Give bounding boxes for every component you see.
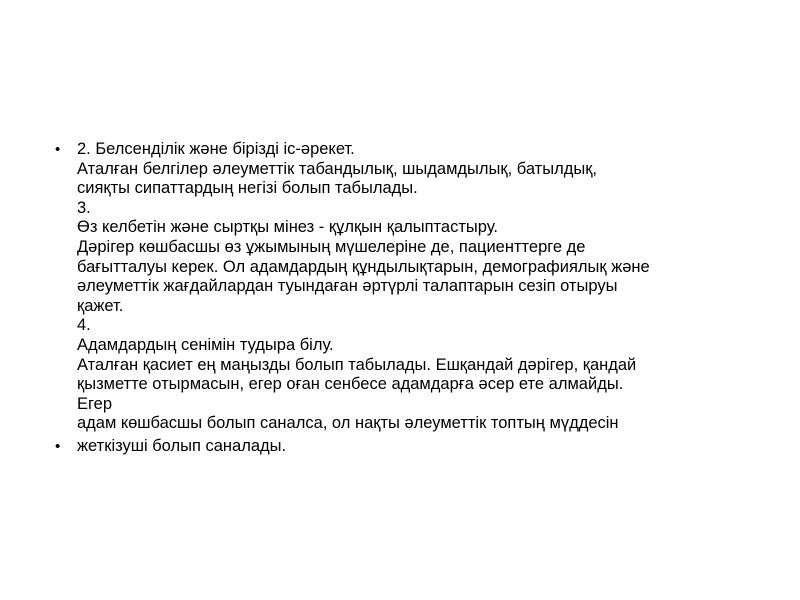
text-line: Егер <box>77 394 113 413</box>
bullet-list <box>55 140 755 460</box>
text-line: Өз келбетін және сыртқы мінез - құлқын қалыптастыру. <box>77 218 498 237</box>
text-line: сияқты сипаттардың негізі болып табылады. <box>77 179 418 198</box>
bullet-marker: • <box>55 437 61 455</box>
text-line: адам көшбасшы болып саналса, ол нақты әлеуметтік топтың мүддесін <box>77 414 619 433</box>
text-line: 4. <box>77 316 91 335</box>
bullet-marker: • <box>55 141 61 158</box>
text-line: Аталған қасиет ең маңызды болып табылады. Ешқандай дәрігер, қандай <box>77 355 637 374</box>
text-line: қажет. <box>77 296 124 315</box>
text-line: әлеуметтік жағдайлардан туындаған әртүрлі талаптарын сезіп отыруы <box>77 277 618 296</box>
text-line: Дәрігер көшбасшы өз ұжымының мүшелеріне де, пациенттерге де <box>77 237 586 256</box>
text-line: 2. Белсенділік және бірізді іс-әрекет. <box>77 140 355 158</box>
bullet-item <box>55 437 755 457</box>
text-line: бағытталуы керек. Ол адамдардың құндылықтарын, демографиялық және <box>77 257 650 276</box>
text-line: Адамдардың сенімін тудыра білу. <box>77 335 334 354</box>
bullet-item <box>55 140 755 434</box>
text-line: 3. <box>77 198 91 217</box>
text-line: Аталған белгілер әлеуметтік табандылық, шыдамдылық, батылдық, <box>77 159 597 178</box>
text-line: жеткізуші болып саналады. <box>77 436 287 455</box>
text-line: қызметте отырмасын, егер оған сенбесе адамдарға әсер ете алмайды. <box>77 375 624 394</box>
